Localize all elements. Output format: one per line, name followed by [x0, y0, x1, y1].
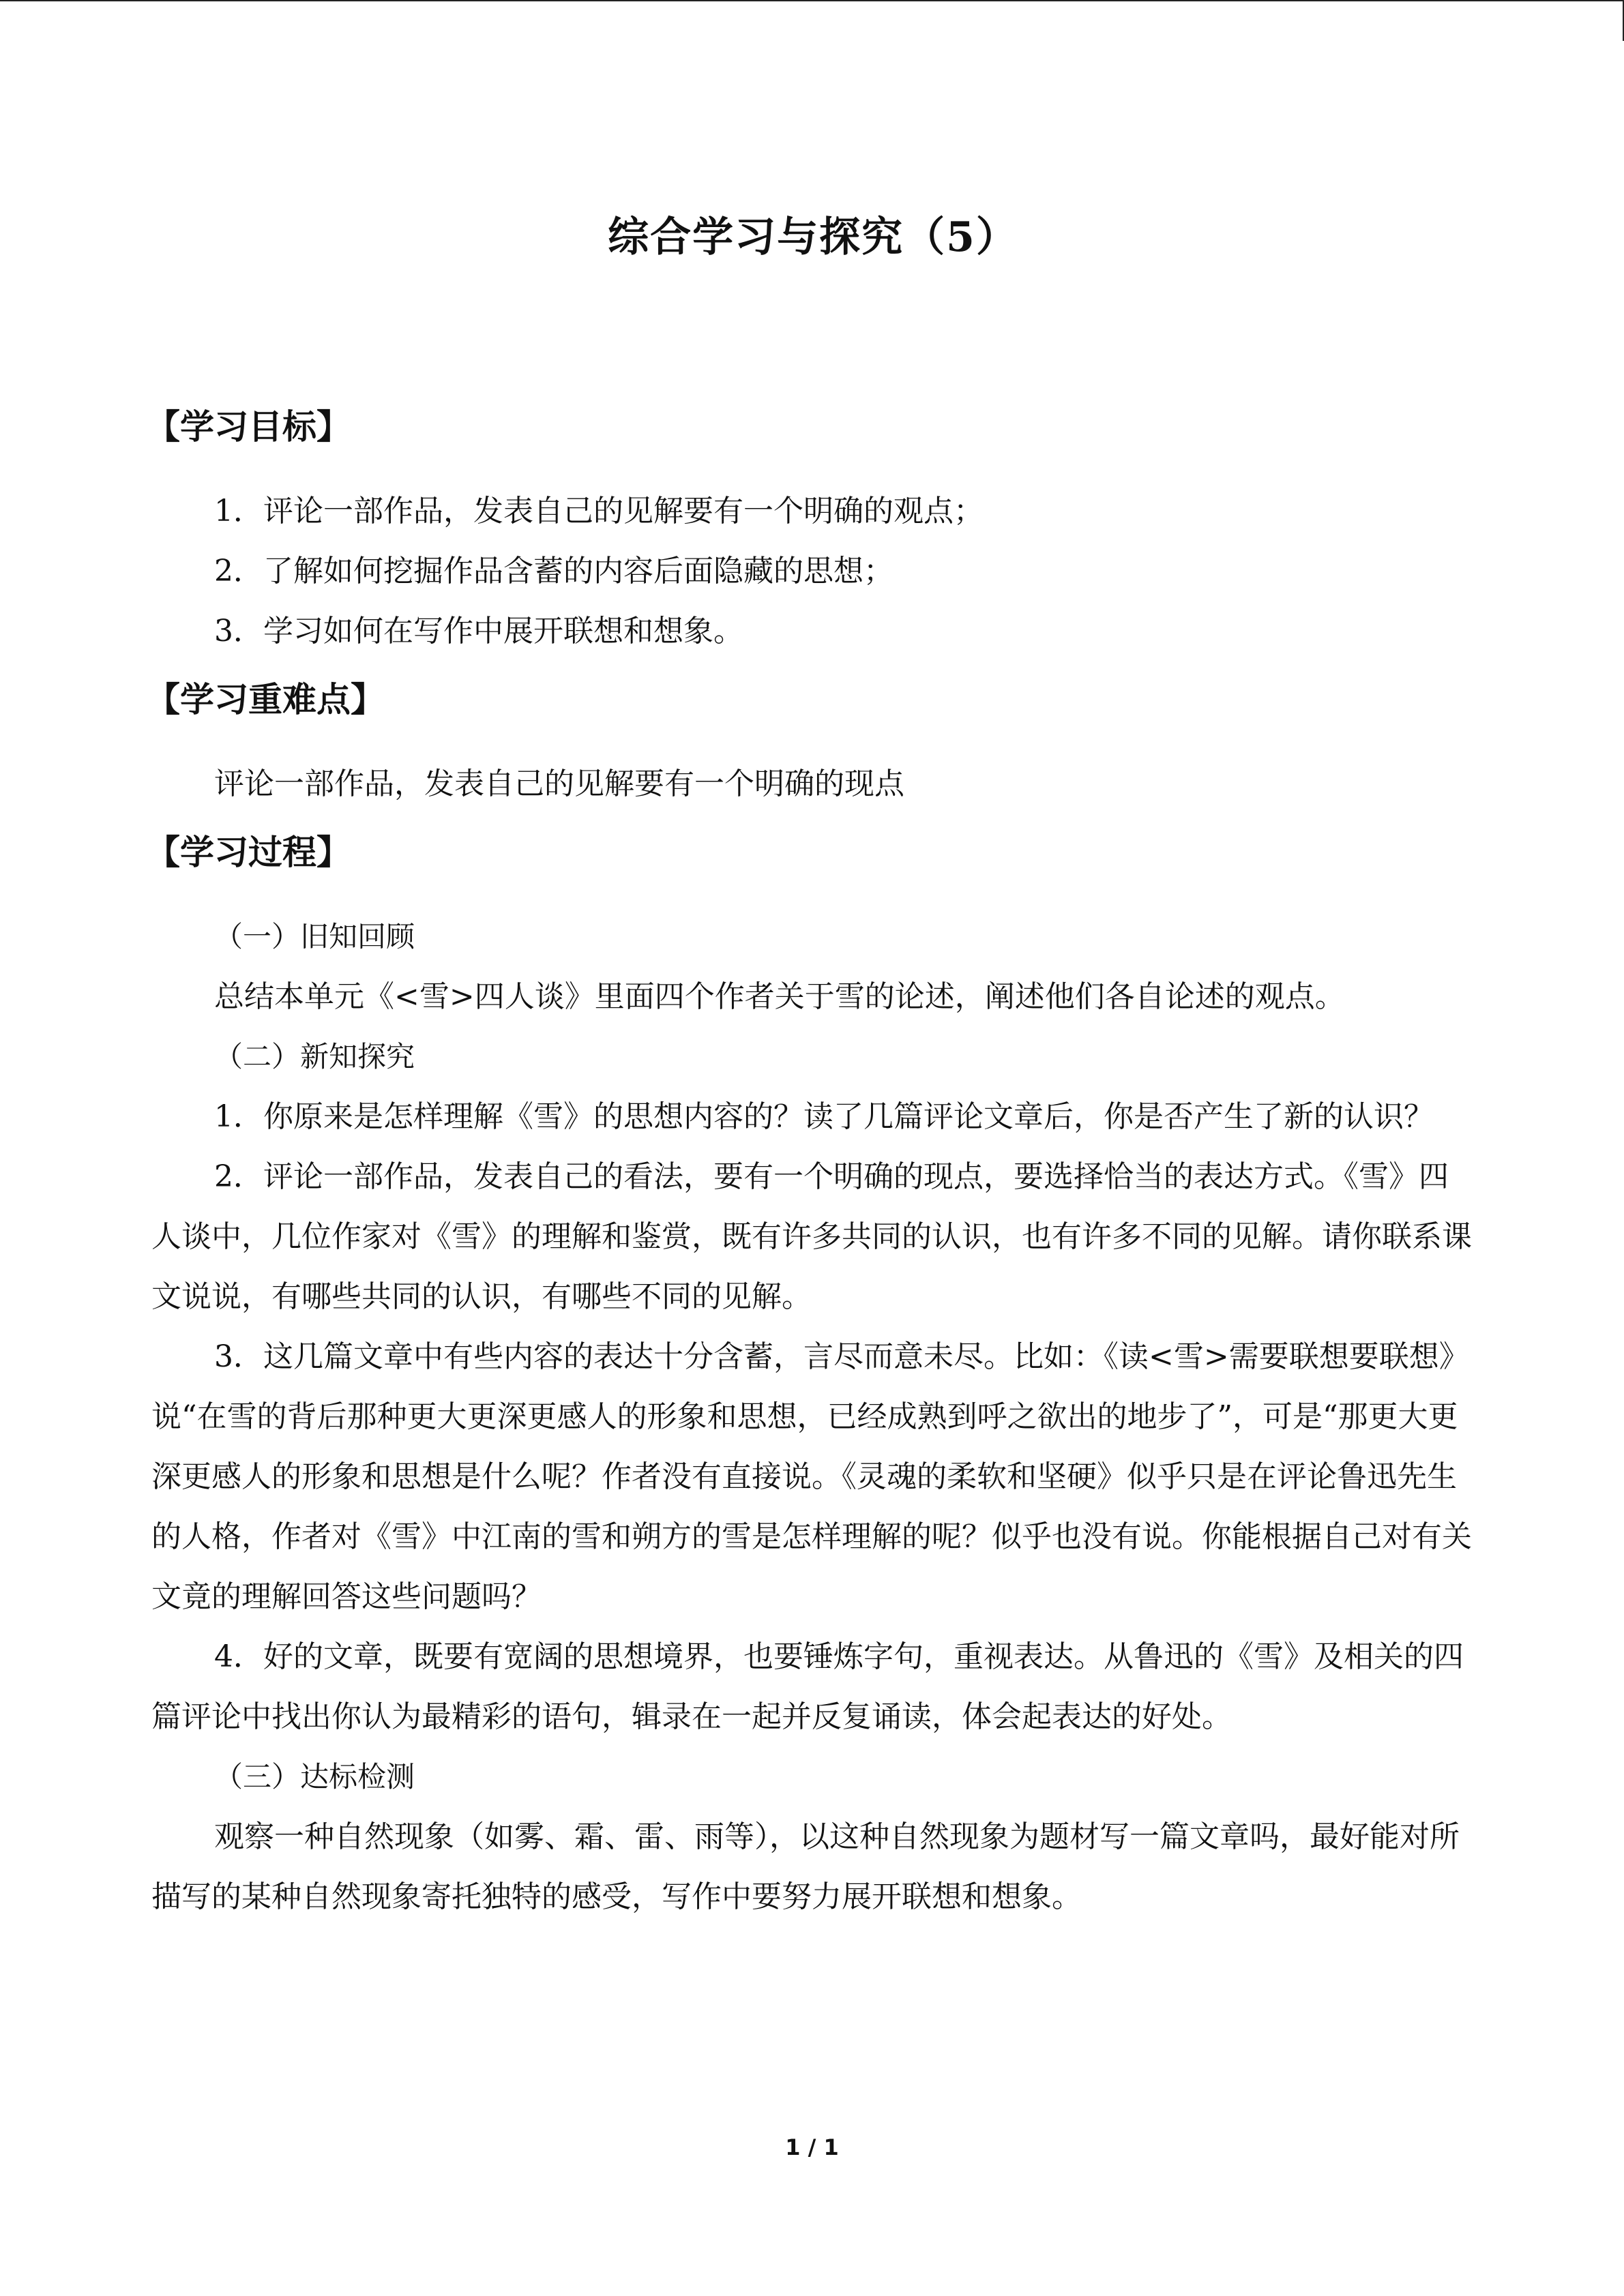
explore-heading: （二）新知探究 — [214, 1040, 415, 1073]
explore-item: 2．评论一部作品，发表自己的看法，要有一个明确的现点，要选择恰当的表达方式。《雪》四人谈中，几位作家对《雪》的理解和鉴赏，既有许多共同的认识，也有许多不同的见解。请你联系课文说说，有哪些共同的认识，有哪些不同的见解。 — [151, 1159, 1472, 1314]
objective-item: 2．了解如何挖掘作品含蓄的内容后面隐藏的思想； — [214, 554, 894, 588]
page-number: 1 / 1 — [785, 2134, 839, 2160]
explore-item: 1．你原来是怎样理解《雪》的思想内容的？读了几篇评论文章后，你是否产生了新的认识？ — [214, 1099, 1434, 1134]
objective-item: 1．评论一部作品，发表自己的见解要有一个明确的观点； — [214, 494, 984, 528]
check-text: 观察一种自然现象（如雾、霜、雷、雨等），以这种自然现象为题材写一篇文章吗，最好能对所描写的某种自然现象寄托独特的感受，写作中要努力展开联想和想象。 — [151, 1819, 1460, 1914]
page-top-border — [0, 0, 1623, 1]
key-points-text: 评论一部作品，发表自己的见解要有一个明确的现点 — [214, 766, 904, 801]
process-heading: 【学习过程】 — [146, 833, 351, 872]
check-heading: （三）达标检测 — [214, 1760, 415, 1793]
objectives-section — [146, 400, 1475, 661]
key-points-section — [146, 672, 1475, 814]
review-text: 总结本单元《<雪>四人谈》里面四个作者关于雪的论述，阐述他们各自论述的观点。 — [214, 979, 1345, 1014]
process-section — [146, 825, 1475, 1927]
review-heading: （一）旧知回顾 — [214, 920, 415, 953]
explore-item: 4．好的文章，既要有宽阔的思想境界，也要锤炼字句，重视表达。从鲁迅的《雪》及相关的四篇评论中找出你认为最精彩的语句，辑录在一起并反复诵读，体会起表达的好处。 — [151, 1639, 1464, 1734]
objectives-heading: 【学习目标】 — [146, 407, 351, 447]
explore-item: 3．这几篇文章中有些内容的表达十分含蓄，言尽而意未尽。比如：《读<雪>需要联想要联想》说“在雪的背后那种更大更深更感人的形象和思想，已经成熟到呼之欲出的地步了”，可是“那更大更深更感人的形象和思想是什么呢？作者没有直接说。《灵魂的柔软和坚硬》似乎只是在评论鲁迅先生的人格，作者对《雪》中江南的雪和朔方的雪是怎样理解的呢？似乎也没有说。你能根据自己对有关文竟的理解回答这些问题吗？ — [151, 1339, 1472, 1614]
document-body — [146, 205, 1475, 1927]
objective-item: 3．学习如何在写作中展开联想和想象。 — [214, 614, 743, 648]
key-points-heading: 【学习重难点】 — [146, 680, 385, 719]
document-title: 综合学习与探究（5） — [608, 213, 1018, 261]
